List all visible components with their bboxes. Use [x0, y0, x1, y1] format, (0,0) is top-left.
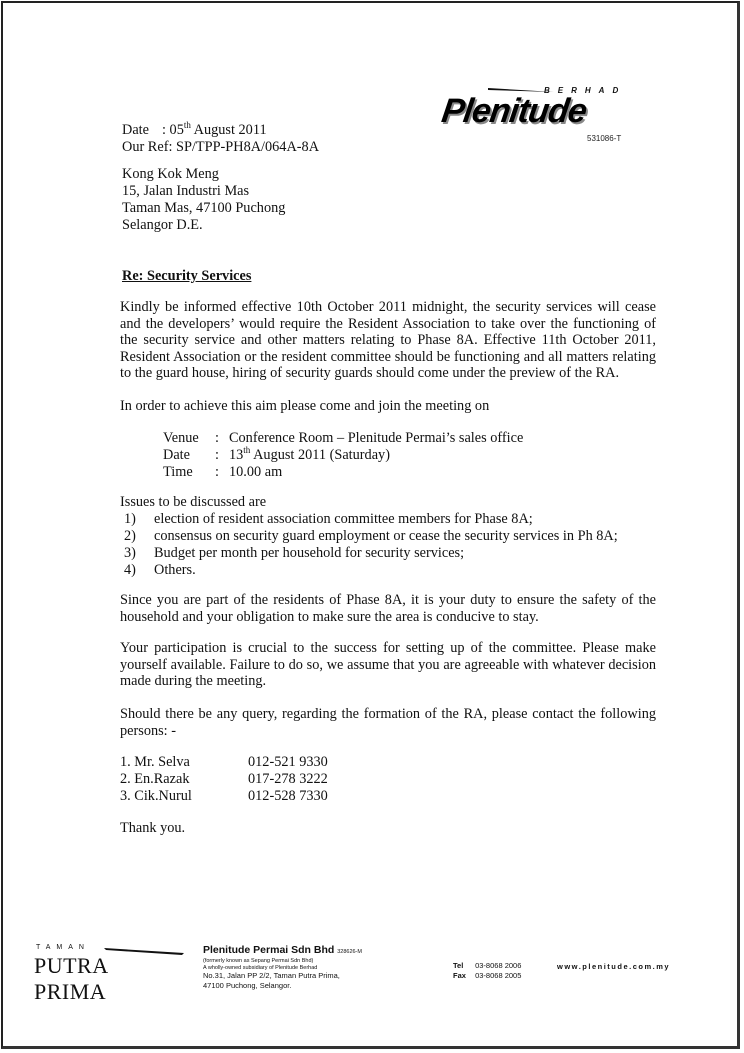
- time-label: Time: [163, 464, 193, 480]
- tel-label: Tel: [453, 961, 464, 970]
- meeting-venue: [163, 430, 523, 447]
- company-address-2: 47100 Puchong, Selangor.: [203, 981, 292, 990]
- issue-item: [120, 511, 618, 528]
- issue-number: 3): [124, 545, 136, 561]
- issue-item: [120, 528, 618, 545]
- recipient-address-1: 15, Jalan Industri Mas: [122, 183, 250, 199]
- time-colon: :: [215, 464, 219, 480]
- meeting-date-value: [229, 447, 390, 464]
- issue-number: 2): [124, 528, 136, 544]
- plenitude-logo: [440, 82, 640, 142]
- ref-value: SP/TPP-PH8A/064A-8A: [176, 139, 320, 155]
- letter-meta: [122, 122, 319, 156]
- fax-line: [453, 971, 521, 981]
- company-address-1: No.31, Jalan PP 2/2, Taman Putra Prima,: [203, 971, 340, 980]
- contact-name: 3. Cik.Nurul: [120, 788, 192, 804]
- logo-registration-no: 531086-T: [587, 134, 622, 143]
- venue-label: Venue: [163, 430, 199, 446]
- meeting-time: [163, 464, 523, 481]
- issues-section: [120, 494, 618, 579]
- company-reg-no: 328626-M: [337, 949, 362, 955]
- recipient-address-2: Taman Mas, 47100 Puchong: [122, 200, 286, 216]
- recipient-block: [122, 166, 285, 234]
- meeting-details: [163, 430, 523, 481]
- issue-item: [120, 562, 618, 579]
- company-info: [203, 944, 362, 991]
- body-paragraph-3: Since you are part of the residents of Phase 8A, it is your duty to ensure the safety of the household and your obligation to make sure the area is conducive to stay.: [120, 592, 656, 625]
- fax-value: 03-8068 2005: [475, 971, 522, 980]
- contact-row: [120, 788, 328, 805]
- contact-row: [120, 771, 328, 788]
- company-formerly: (formerly known as Sepang Permai Sdn Bhd): [203, 958, 314, 964]
- recipient-address-3: Selangor D.E.: [122, 217, 203, 233]
- body-paragraph-2: In order to achieve this aim please come and join the meeting on: [120, 398, 490, 414]
- ref-line: [122, 139, 319, 156]
- contact-name: 1. Mr. Selva: [120, 754, 190, 770]
- taman-text: TAMAN: [36, 944, 90, 951]
- date-rest: August 2011: [190, 122, 267, 138]
- contact-list: [120, 754, 328, 805]
- date-label: Date: [122, 122, 149, 138]
- issue-number: 4): [124, 562, 136, 578]
- putra-prima-text: PUTRA PRIMA: [34, 953, 108, 1004]
- time-value: 10.00 am: [229, 464, 283, 480]
- closing-text: Thank you.: [120, 820, 186, 836]
- issue-text: Budget per month per household for security services;: [154, 545, 465, 561]
- date-colon: :: [215, 447, 219, 463]
- logo-brand-name: Plenitude: [439, 92, 589, 130]
- issue-text: consensus on security guard employment or cease the security services in Ph 8A;: [154, 528, 618, 544]
- date-suffix: th: [183, 120, 191, 131]
- tel-fax-block: [453, 961, 521, 981]
- fax-label: Fax: [453, 971, 466, 980]
- meeting-date-label: Date: [163, 447, 190, 463]
- date-line: Date : 05th August 2011: [122, 120, 267, 138]
- contact-phone: 012-521 9330: [248, 754, 328, 770]
- issue-item: [120, 545, 618, 562]
- issue-text: Others.: [154, 562, 196, 578]
- body-paragraph-1: Kindly be informed effective 10th October 2011 midnight, the security services will cease and the developers’ would require the Resident Association to take over the functioning of the security service and other matters relating to Phase 8A. Effective 11th October 2011, Resident Association or the resident committee should be functioning and all matters relating to the guard house, hiring of security guards should come under the preview of the RA.: [120, 299, 656, 381]
- venue-colon: :: [215, 430, 219, 446]
- issues-intro: Issues to be discussed are: [120, 494, 267, 510]
- tel-line: [453, 961, 521, 971]
- tel-value: 03-8068 2006: [475, 961, 522, 970]
- date-day: 05: [169, 122, 184, 138]
- company-name: Plenitude Permai Sdn Bhd: [203, 944, 335, 956]
- company-name-line: [203, 944, 362, 958]
- meeting-date-day: 13: [229, 447, 244, 463]
- contact-phone: 017-278 3222: [248, 771, 328, 787]
- website-text: www.plenitude.com.my: [557, 962, 671, 971]
- subject-heading: Re: Security Services: [122, 268, 252, 284]
- issue-text: election of resident association committee members for Phase 8A;: [154, 511, 533, 527]
- company-subsidiary: A wholly-owned subsidiary of Plenitude Berhad: [203, 964, 318, 971]
- contact-name: 2. En.Razak: [120, 771, 190, 787]
- logo-berhad-text: BERHAD: [544, 86, 627, 95]
- contact-row: [120, 754, 328, 771]
- venue-value: Conference Room – Plenitude Permai’s sales office: [229, 430, 524, 446]
- meeting-date-suffix: th: [243, 445, 251, 456]
- issue-number: 1): [124, 511, 136, 527]
- putra-prima-logo: [34, 944, 174, 1004]
- meeting-date-rest: August 2011 (Saturday): [250, 447, 390, 463]
- meeting-date: [163, 447, 523, 464]
- body-paragraph-5: Should there be any query, regarding the formation of the RA, please contact the following persons: -: [120, 706, 656, 739]
- recipient-name: Kong Kok Meng: [122, 166, 219, 182]
- contact-phone: 012-528 7330: [248, 788, 328, 804]
- ref-label: Our Ref:: [122, 139, 173, 155]
- body-paragraph-4: Your participation is crucial to the success for setting up of the committee. Please make yourself available. Failure to do so, we assume that you are agreeable with whatever decision made during the meeting.: [120, 640, 656, 689]
